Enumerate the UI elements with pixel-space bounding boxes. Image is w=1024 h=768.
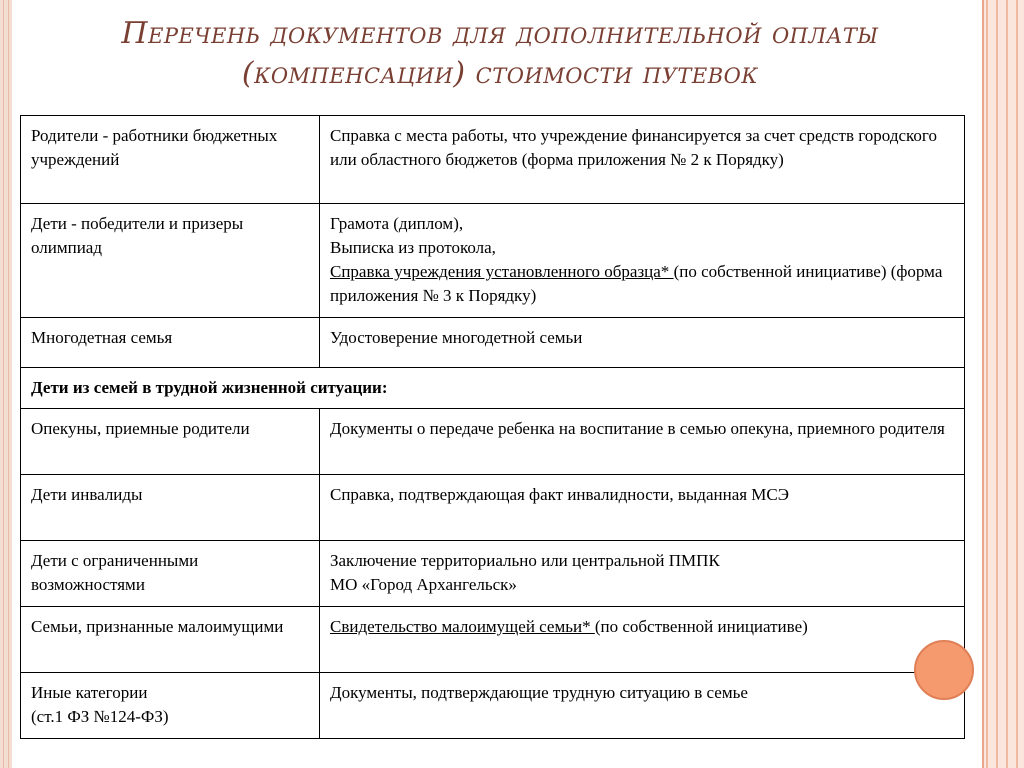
right-stripes-decoration	[982, 0, 1024, 768]
stripes-edge	[982, 0, 984, 768]
table-row	[21, 673, 965, 739]
category-cell: Семьи, признанные малоимущими	[21, 607, 320, 673]
documents-table	[20, 115, 965, 739]
category-cell: Дети - победители и призеры олимпиад	[21, 204, 320, 318]
category-line: (ст.1 ФЗ №124-ФЗ)	[31, 707, 169, 726]
documents-cell: Справка, подтверждающая факт инвалидности, выданная МСЭ	[320, 475, 965, 541]
doc-note: (по собственной инициативе)	[594, 617, 808, 636]
category-cell: Родители - работники бюджетных учреждений	[21, 116, 320, 204]
table-row	[21, 409, 965, 475]
left-frame-decoration	[0, 0, 12, 768]
documents-cell	[320, 607, 965, 673]
slide-title	[30, 14, 970, 94]
category-cell	[21, 673, 320, 739]
documents-cell	[320, 204, 965, 318]
table-row	[21, 318, 965, 368]
doc-underlined: Свидетельство малоимущей семьи*	[330, 617, 595, 636]
table-row	[21, 204, 965, 318]
category-line: Иные категории	[31, 683, 148, 702]
title-line-2: (компенсации) стоимости путевок	[241, 56, 759, 91]
frame-line	[8, 0, 9, 768]
frame-line	[3, 0, 4, 768]
doc-line: МО «Город Архангельск»	[330, 575, 517, 594]
table-row	[21, 475, 965, 541]
doc-note: (по собственной инициативе) (форма приложения № 3 к Порядку)	[330, 262, 943, 305]
section-heading: Дети из семей в трудной жизненной ситуации:	[21, 368, 965, 409]
documents-cell: Справка с места работы, что учреждение финансируется за счет средств городского или областного бюджетов (форма приложения № 2 к Порядку)	[320, 116, 965, 204]
title-line-1: Перечень документов для дополнительной оплаты	[121, 16, 879, 51]
doc-underlined: Справка учреждения установленного образца*	[330, 262, 674, 281]
decorative-circle	[914, 640, 974, 700]
table-row	[21, 116, 965, 204]
doc-line: Грамота (диплом),	[330, 214, 464, 233]
category-cell: Дети инвалиды	[21, 475, 320, 541]
table-row	[21, 607, 965, 673]
category-cell: Дети с ограниченными возможностями	[21, 541, 320, 607]
documents-cell: Удостоверение многодетной семьи	[320, 318, 965, 368]
documents-cell: Документы, подтверждающие трудную ситуацию в семье	[320, 673, 965, 739]
category-cell: Опекуны, приемные родители	[21, 409, 320, 475]
documents-cell	[320, 541, 965, 607]
doc-line: Выписка из протокола,	[330, 238, 496, 257]
documents-cell: Документы о передаче ребенка на воспитание в семью опекуна, приемного родителя	[320, 409, 965, 475]
doc-line: Заключение территориально или центральной ПМПК	[330, 551, 720, 570]
section-row	[21, 368, 965, 409]
table-row	[21, 541, 965, 607]
category-cell: Многодетная семья	[21, 318, 320, 368]
